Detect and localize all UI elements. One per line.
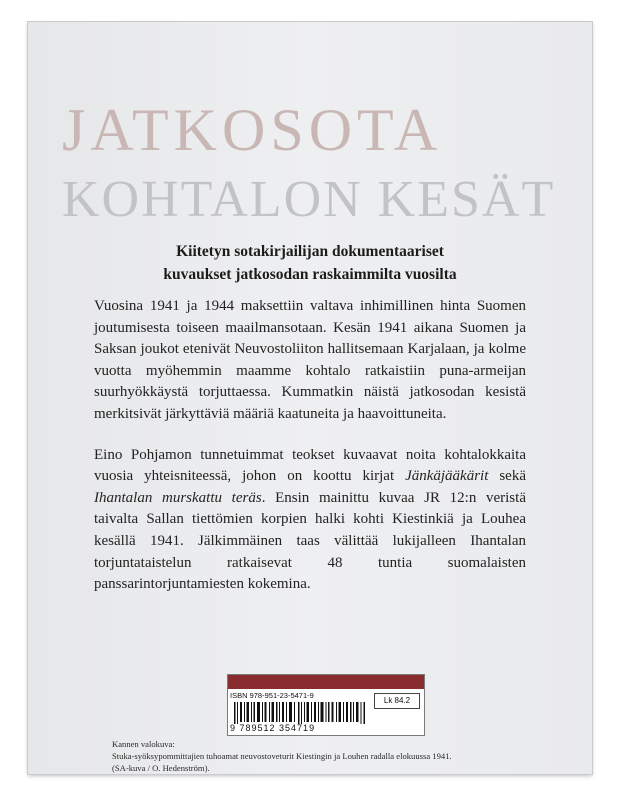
isbn-text: ISBN 978-951-23-5471-9: [230, 691, 314, 700]
barcode-icon: [234, 702, 368, 724]
title-line-2: KOHTALON KESÄT: [62, 171, 556, 228]
back-cover: [28, 22, 592, 774]
barcode-number: 9 789512 354719: [230, 723, 316, 733]
p2-text-3: . Ensin mainittu kuvaa JR 12:n veristä taivalta Sallan tiettömien korpien halki kohti Kiestinkiä ja Louhea kesällä 1941. Jälkimmäinen taas välittää lukijalleen Ihantalan torjuntataistelun ratkaisevat 48 tuntia suomalaisten panssarintorjuntamiesten kokemina.: [94, 489, 526, 593]
p2-text-2: sekä: [488, 468, 526, 485]
p2-text-1: Eino Pohjamon tunnetuimmat teokset kuvaavat noita kohtalokkaita vuosia yhteisniteessä, johon on koottu kirjat: [94, 446, 526, 485]
book-title-2: Ihantalan murskattu teräs: [94, 489, 262, 506]
subtitle-line-1: Kiitetyn sotakirjailijan dokumentaariset: [176, 243, 444, 260]
blurb-paragraph-2: [94, 445, 526, 596]
book-title-1: Jänkäjääkärit: [405, 468, 489, 485]
blurb-paragraph-1: Vuosina 1941 ja 1944 maksettiin valtava inhimillinen hinta Suomen joutumisesta toiseen maailmansotaan. Kesän 1941 aikana Suomen ja Saksan joukot etenivät Neuvostoliiton hallitsemaan Karjalaan, ja kolme vuotta myöhemmin maamme kohtalo ratkaistiin puna-armeijan suurhyökkäystä torjuttaessa. Kummatkin näistä jatkosodan kesistä merkitsivät järkyttäviä määriä kaatuneita ja haavoittuneita.: [94, 298, 526, 422]
barcode-label: [227, 674, 425, 736]
library-class-code: Lk 84.2: [374, 693, 420, 709]
subtitle-line-2: kuvaukset jatkosodan raskaimmilta vuosilta: [163, 266, 457, 283]
title-line-1: JATKOSOTA: [62, 97, 443, 163]
photo-credits: [112, 738, 582, 774]
subtitle: [68, 240, 552, 286]
credits-source: (SA-kuva / O. Hedenström).: [112, 763, 210, 774]
blurb: [94, 296, 526, 615]
credits-heading: Kannen valokuva:: [112, 739, 175, 749]
barcode-color-band: [228, 675, 424, 689]
credits-caption: Stuka-syöksypommittajien tuhoamat neuvostoveturit Kiestingin ja Louhen radalla elokuussa 1941.: [112, 751, 452, 762]
